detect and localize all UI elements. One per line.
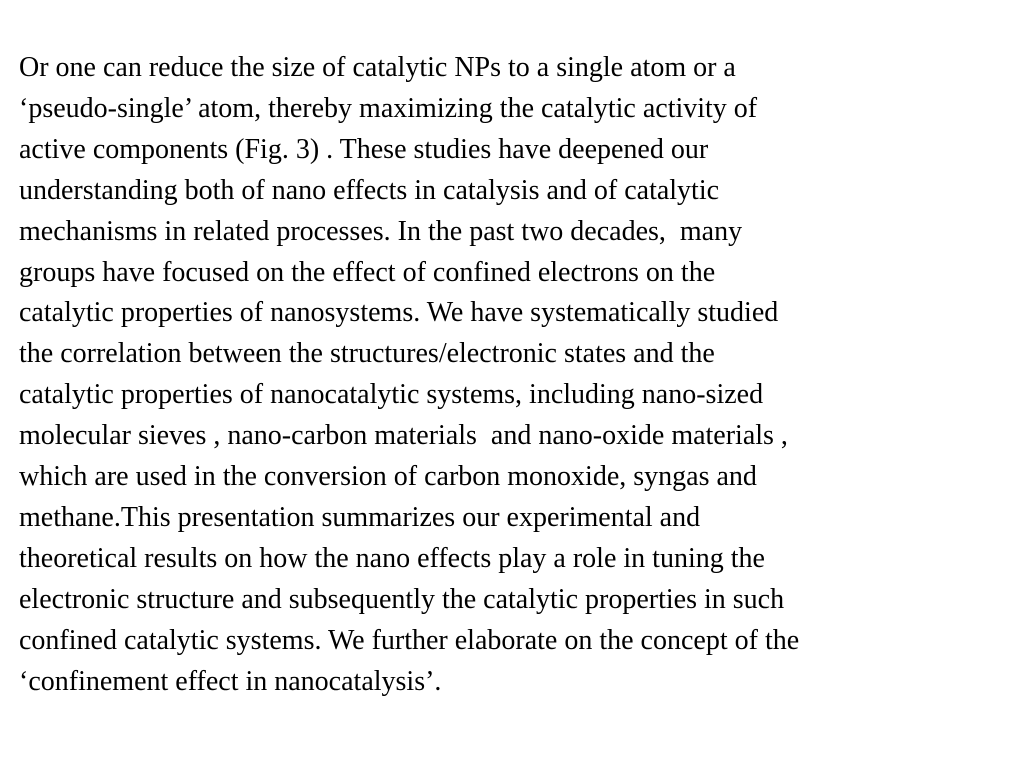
paragraph-line: Or one can reduce the size of catalytic NPs to a single atom or a xyxy=(19,52,736,83)
body-paragraph xyxy=(19,48,1009,703)
paragraph-line: catalytic properties of nanocatalytic systems, including nano-sized xyxy=(19,379,764,411)
paragraph-line: active components (Fig. 3) . These studies have deepened our xyxy=(19,133,709,165)
paragraph-line: which are used in the conversion of carbon monoxide, syngas and xyxy=(19,461,757,493)
paragraph-line: catalytic properties of nanosystems. We have systematically studied xyxy=(19,297,779,329)
paragraph-line: the correlation between the structures/electronic states and the xyxy=(19,338,715,370)
paragraph-line: confined catalytic systems. We further elaborate on the concept of the xyxy=(19,624,800,656)
paragraph-line: ‘confinement effect in nanocatalysis’. xyxy=(19,665,442,697)
paragraph-line: electronic structure and subsequently the catalytic properties in such xyxy=(19,583,785,615)
paragraph-line: groups have focused on the effect of confined electrons on the xyxy=(19,256,716,288)
paragraph-line: methane.This presentation summarizes our experimental and xyxy=(19,501,701,533)
paragraph-line: mechanisms in related processes. In the past two decades, many xyxy=(19,215,743,247)
paragraph-line: molecular sieves , nano-carbon materials and nano-oxide materials , xyxy=(19,420,788,452)
paragraph-line: theoretical results on how the nano effects play a role in tuning the xyxy=(19,542,765,574)
paragraph-line: understanding both of nano effects in catalysis and of catalytic xyxy=(19,174,720,206)
paragraph-line: ‘pseudo-single’ atom, thereby maximizing the catalytic activity of xyxy=(19,92,758,124)
